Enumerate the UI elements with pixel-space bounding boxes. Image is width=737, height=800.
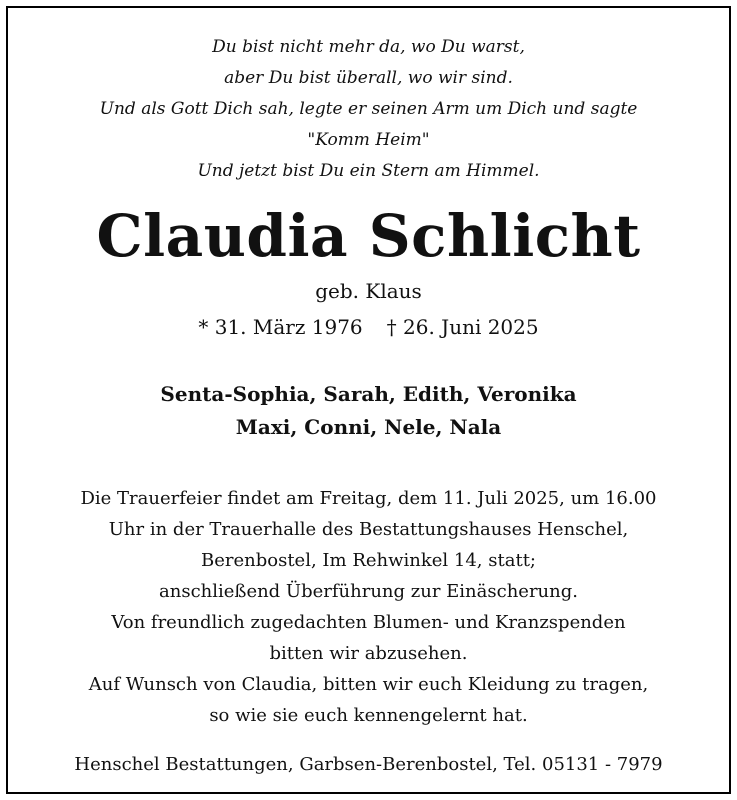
info-line: anschließend Überführung zur Einäscherung. [159,581,578,602]
info-line: bitten wir abzusehen. [269,643,468,664]
info-line: Auf Wunsch von Claudia, bitten wir euch Kleidung zu tragen, [88,674,649,695]
info-line: Berenbostel, Im Rehwinkel 14, statt; [201,550,536,571]
obituary-frame [6,6,731,794]
funeral-home-contact: Henschel Bestattungen, Garbsen-Berenbostel, Tel. 05131 - 7979 [74,754,663,775]
family-names [8,378,729,444]
family-line: Maxi, Conni, Nele, Nala [235,415,502,439]
death-date: † 26. Juni 2025 [386,315,539,339]
poem-line: Und jetzt bist Du ein Stern am Himmel. [197,161,540,181]
life-dates [8,314,729,340]
info-line: Uhr in der Trauerhalle des Bestattungshauses Henschel, [108,519,629,540]
info-line: so wie sie euch kennengelernt hat. [209,705,528,726]
deceased-name: Claudia Schlicht [96,202,641,270]
poem-line: "Komm Heim" [307,130,430,150]
poem-line: Du bist nicht mehr da, wo Du warst, [212,37,525,57]
info-line: Von freundlich zugedachten Blumen- und Kranzspenden [111,612,626,633]
poem-line: aber Du bist überall, wo wir sind. [224,68,513,88]
poem-line: Und als Gott Dich sah, legte er seinen Arm um Dich und sagte [99,99,638,119]
poem [8,32,729,187]
funeral-info [8,483,729,731]
birth-name: geb. Klaus [315,279,422,303]
birth-date: * 31. März 1976 [198,315,363,339]
info-line: Die Trauerfeier findet am Freitag, dem 11. Juli 2025, um 16.00 [80,488,657,509]
family-line: Senta-Sophia, Sarah, Edith, Veronika [160,382,577,406]
